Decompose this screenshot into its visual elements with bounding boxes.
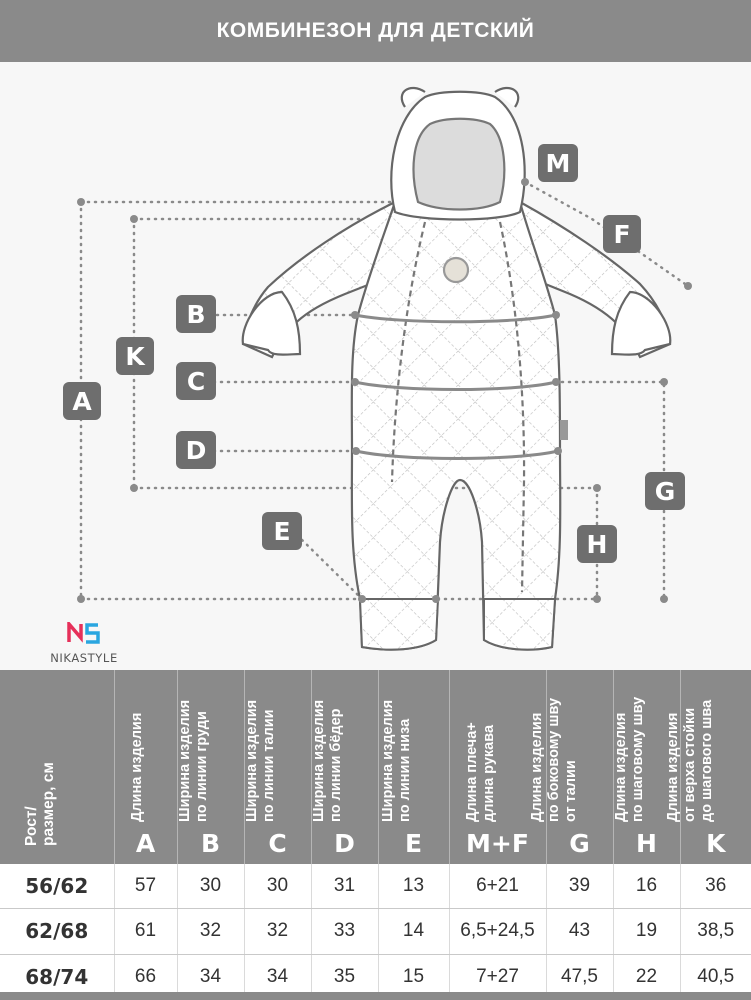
table-cell: 6+21 [449, 864, 546, 909]
table-cell: 32 [244, 909, 311, 954]
column-header [311, 670, 378, 864]
table-cell: 40,5 [680, 954, 751, 999]
table-cell: 30 [244, 864, 311, 909]
column-header-label: Ширина изделия по линии талии [243, 699, 277, 822]
table-cell: 15 [378, 954, 449, 999]
column-header-letter: M+F [466, 829, 529, 858]
svg-text:H: H [586, 530, 608, 559]
svg-text:M: M [545, 149, 571, 178]
table-cell: 61 [114, 909, 177, 954]
table-cell: 13 [378, 864, 449, 909]
column-header-label: Ширина изделия по линии груди [176, 699, 210, 822]
column-header-label: Длина плеча+ длина рукава [463, 722, 497, 822]
column-header-letter: D [334, 829, 355, 858]
table-cell: 22 [613, 954, 680, 999]
label-f [603, 215, 641, 253]
column-header [528, 670, 613, 864]
garment-svg [0, 62, 751, 670]
table-cell: 33 [311, 909, 378, 954]
table-cell: 30 [177, 864, 244, 909]
table-cell: 31 [311, 864, 378, 909]
column-header-label: Длина изделия по шаговому шву [612, 696, 646, 822]
column-header [114, 670, 177, 864]
column-header-label: Длина изделия по боковому шву от талии [528, 697, 579, 822]
table-cell: 66 [114, 954, 177, 999]
table-cell: 34 [244, 954, 311, 999]
table-cell: 47,5 [546, 954, 613, 999]
svg-text:B: B [186, 300, 206, 329]
table-row [0, 909, 751, 954]
column-header [244, 670, 311, 864]
table-cell: 6,5+24,5 [449, 909, 546, 954]
table-cell: 7+27 [449, 954, 546, 999]
svg-text:E: E [273, 517, 291, 546]
svg-text:G: G [654, 477, 676, 506]
column-header [664, 670, 751, 864]
column-header-label: Ширина изделия по линии низа [379, 699, 413, 822]
table-row [0, 864, 751, 909]
brand-name: NIKASTYLE [50, 651, 118, 665]
size-cell: 56/62 [0, 864, 114, 909]
table-cell: 32 [177, 909, 244, 954]
garment-diagram [0, 62, 751, 670]
label-e [262, 512, 302, 550]
column-header [177, 670, 244, 864]
svg-text:D: D [185, 436, 207, 465]
column-header-letter: A [135, 829, 156, 858]
column-header-letter: B [200, 829, 221, 858]
table-cell: 35 [311, 954, 378, 999]
table-cell: 16 [613, 864, 680, 909]
label-a [63, 382, 101, 420]
svg-text:A: A [72, 387, 92, 416]
label-b [176, 295, 216, 333]
table-cell: 14 [378, 909, 449, 954]
label-k [116, 337, 154, 375]
brand-logo [38, 622, 130, 665]
column-header-letter: C [268, 829, 287, 858]
label-d [176, 431, 216, 469]
size-cell: 62/68 [0, 909, 114, 954]
table-cell: 43 [546, 909, 613, 954]
column-header-label: Рост/ размер, см [22, 762, 57, 846]
page-title: КОМБИНЕЗОН ДЛЯ ДЕТСКИЙ [216, 19, 535, 42]
table-cell: 19 [613, 909, 680, 954]
label-c [176, 362, 216, 400]
column-header [0, 670, 114, 864]
size-cell: 68/74 [0, 954, 114, 999]
column-header-label: Ширина изделия по линии бёдер [310, 699, 344, 822]
table-cell: 57 [114, 864, 177, 909]
label-m [538, 144, 578, 182]
column-header-label: Длина изделия от верха стойки до шагового шва [664, 699, 715, 822]
table-bottom-bar [0, 992, 751, 1000]
column-header-label: Длина изделия [128, 712, 145, 822]
svg-text:C: C [186, 367, 206, 396]
svg-text:K: K [125, 342, 145, 371]
table-header-row [0, 670, 751, 864]
table-cell: 39 [546, 864, 613, 909]
title-bar [0, 0, 751, 62]
table-cell: 36 [680, 864, 751, 909]
column-header-letter: H [636, 829, 657, 858]
table-cell: 38,5 [680, 909, 751, 954]
table-cell: 34 [177, 954, 244, 999]
jumpsuit-drawing [243, 88, 671, 650]
size-table [0, 670, 751, 1000]
label-h [577, 525, 617, 563]
column-header [378, 670, 449, 864]
label-g [645, 472, 685, 510]
column-header-letter: K [706, 829, 726, 858]
column-header-letter: E [404, 829, 423, 858]
svg-text:F: F [613, 220, 631, 249]
nikastyle-logo-icon [67, 622, 101, 644]
column-header-letter: G [569, 829, 590, 858]
